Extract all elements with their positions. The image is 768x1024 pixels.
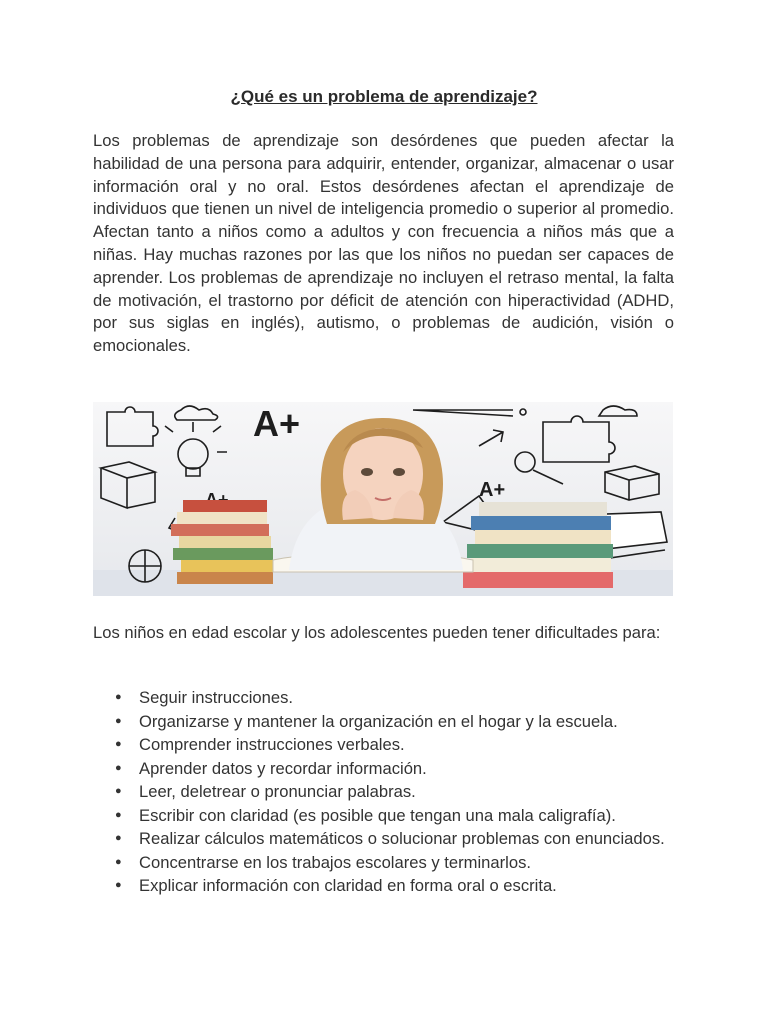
bullet-icon: ● (115, 879, 122, 891)
list-item: ● Aprender datos y recordar información. (93, 757, 683, 781)
grade-a-plus-right: A+ (479, 479, 506, 501)
illustration-girl-with-books (93, 402, 673, 596)
list-item: ● Realizar cálculos matemáticos o solucionar problemas con enunciados. (93, 827, 683, 851)
bullet-icon: ● (115, 691, 122, 703)
list-intro: Los niños en edad escolar y los adolescentes pueden tener dificultades para: (93, 623, 661, 642)
list-item: ● Concentrarse en los trabajos escolares y terminarlos. (93, 851, 683, 875)
bullet-icon: ● (115, 761, 122, 774)
list-item: ● Seguir instrucciones. (93, 686, 683, 710)
list-item: ● Comprender instrucciones verbales. (93, 733, 683, 757)
bullet-icon: ● (115, 714, 122, 727)
book-stack-right (463, 502, 613, 588)
list-item: ● Organizarse y mantener la organización en el hogar y la escuela. (93, 710, 683, 734)
intro-paragraph: Los problemas de aprendizaje son desórdenes que pueden afectar la habilidad de una persona para adquirir, entender, organizar, almacenar o usar información oral y no oral. Estos desórdenes afectan el aprendizaje de individuos que tienen un nivel de inteligencia promedio o superior al promedio. Afectan tanto a niños como a adultos y con frecuencia a niños más que a niñas. Hay muchas razones por las que los niños no puedan ser capaces de aprender. Los problemas de aprendizaje no incluyen el retraso mental, la falta de motivación, el trastorno por déficit de atención con hiperactividad (ADHD, por sus siglas en inglés), autismo, o problemas de audición, visión o emocionales. (93, 131, 674, 356)
difficulties-list (93, 686, 683, 898)
list-item: ● Escribir con claridad (es posible que tengan una mala caligrafía). (93, 804, 683, 828)
bullet-icon: ● (115, 808, 122, 821)
bullet-icon: ● (115, 738, 122, 750)
illustration-svg (93, 402, 673, 596)
bullet-icon: ● (115, 785, 122, 797)
list-item: ● Leer, deletrear o pronunciar palabras. (93, 780, 683, 804)
list-item: ● Explicar información con claridad en forma oral o escrita. (93, 874, 683, 898)
bullet-icon: ● (115, 832, 122, 844)
grade-a-plus-large: A+ (253, 403, 301, 444)
book-stack-left (171, 500, 273, 584)
page-title: ¿Qué es un problema de aprendizaje? (230, 87, 538, 106)
bullet-icon: ● (115, 855, 122, 868)
